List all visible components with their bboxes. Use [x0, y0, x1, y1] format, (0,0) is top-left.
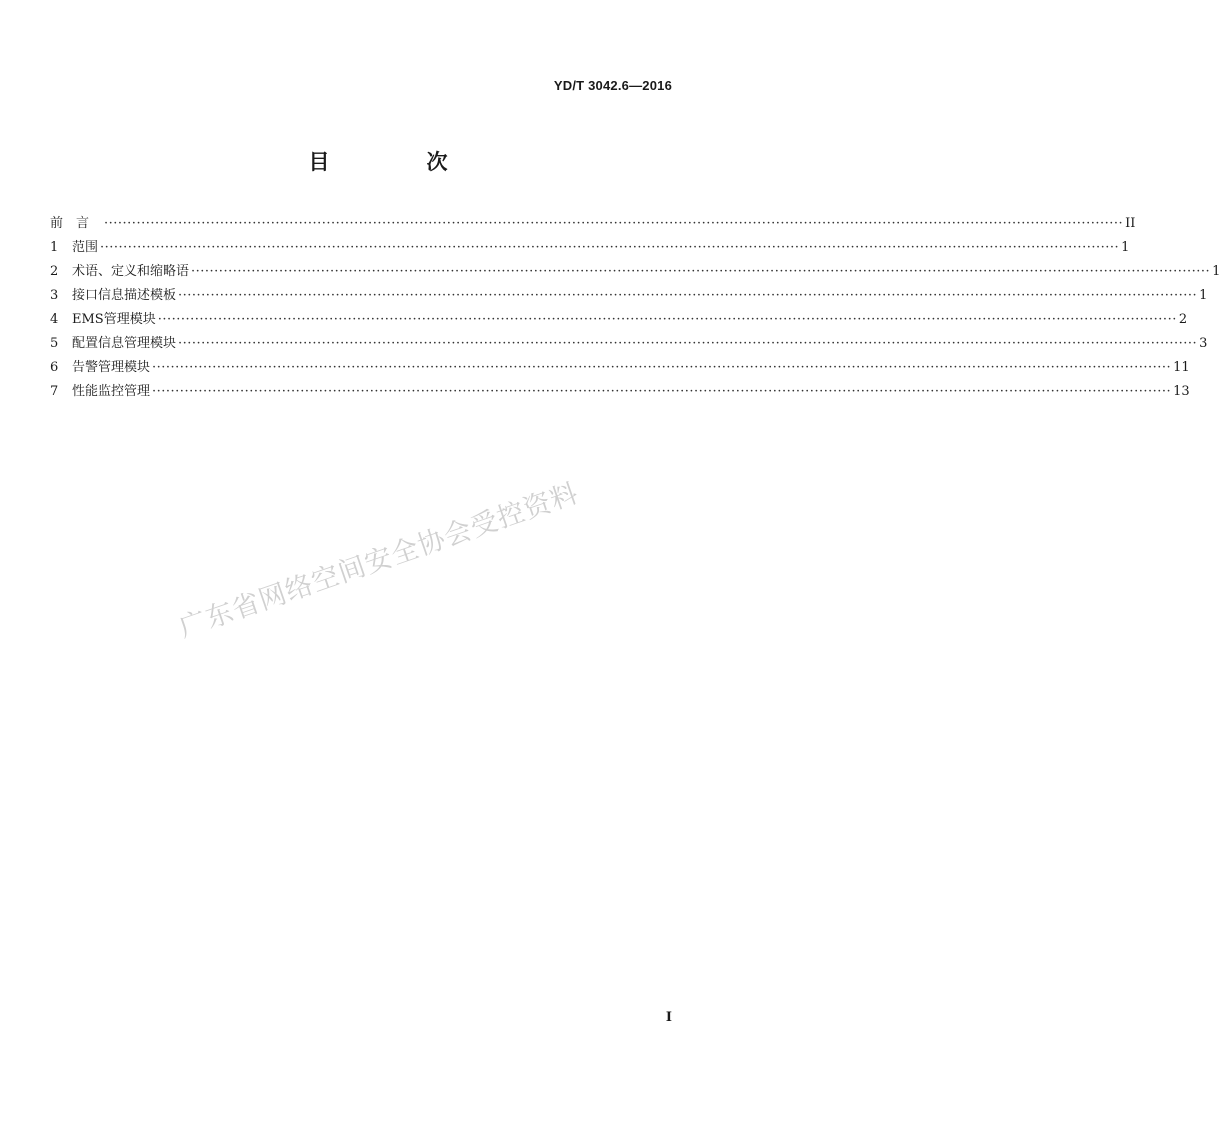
toc-leader-dots: ···························································································································································································································· [191, 264, 1211, 279]
toc-entry-number: 2 [50, 264, 59, 279]
toc-leader-dots: ···························································································································································································································· [100, 240, 1120, 255]
toc-leader-dots: ···························································································································································································································· [152, 384, 1172, 399]
toc-entry-foreword[interactable] [50, 212, 1136, 236]
toc-entry-number: 4 [50, 312, 59, 327]
toc-entry-page: 3 [1199, 336, 1208, 351]
toc-entry-label: 配置信息管理模块 [72, 336, 177, 351]
toc-entry-number: 7 [50, 384, 59, 399]
toc-entry-label: 性能监控管理 [72, 384, 151, 399]
toc-entry-label: 术语、定义和缩略语 [72, 264, 190, 279]
toc-entry-5[interactable] [50, 332, 1208, 356]
toc-entry-page: 1 [1121, 240, 1130, 255]
toc-entry-4[interactable] [50, 308, 1188, 332]
watermark-text: 广东省网络空间安全协会受控资料 [175, 477, 583, 644]
toc-entry-7[interactable] [50, 380, 1190, 404]
toc-entry-1[interactable] [50, 236, 1130, 260]
toc-entry-page: 2 [1178, 312, 1188, 327]
toc-leader-dots: ···························································································································································································································· [104, 216, 1124, 231]
toc-entry-label: 前言 [50, 216, 103, 231]
toc-leader-dots: ···························································································································································································································· [178, 288, 1198, 303]
toc-entry-page: 13 [1173, 384, 1190, 399]
toc-entry-label: 告警管理模块 [72, 360, 151, 375]
toc-list [50, 212, 1220, 404]
toc-entry-label: EMS管理模块 [72, 312, 156, 327]
standard-code: YD/T 3042.6—2016 [553, 78, 672, 93]
toc-leader-dots: ···························································································································································································································· [152, 360, 1172, 375]
toc-entry-3[interactable] [50, 284, 1208, 308]
toc-entry-number: 5 [50, 336, 59, 351]
toc-entry-number: 3 [50, 288, 59, 303]
toc-leader-dots: ···························································································································································································································· [178, 336, 1198, 351]
page-number: I [665, 1010, 672, 1025]
toc-entry-page: II [1125, 216, 1136, 231]
toc-entry-page: 1 [1212, 264, 1220, 279]
toc-entry-2[interactable] [50, 260, 1220, 284]
toc-entry-page: 11 [1173, 360, 1190, 375]
toc-leader-dots: ···························································································································································································································· [157, 312, 1177, 327]
toc-entry-number: 6 [50, 360, 59, 375]
page-title: 目 次 [308, 149, 486, 174]
toc-entry-label: 范围 [72, 240, 99, 255]
toc-entry-label: 接口信息描述模板 [72, 288, 177, 303]
toc-entry-number: 1 [50, 240, 59, 255]
toc-entry-6[interactable] [50, 356, 1190, 380]
toc-entry-page: 1 [1199, 288, 1208, 303]
